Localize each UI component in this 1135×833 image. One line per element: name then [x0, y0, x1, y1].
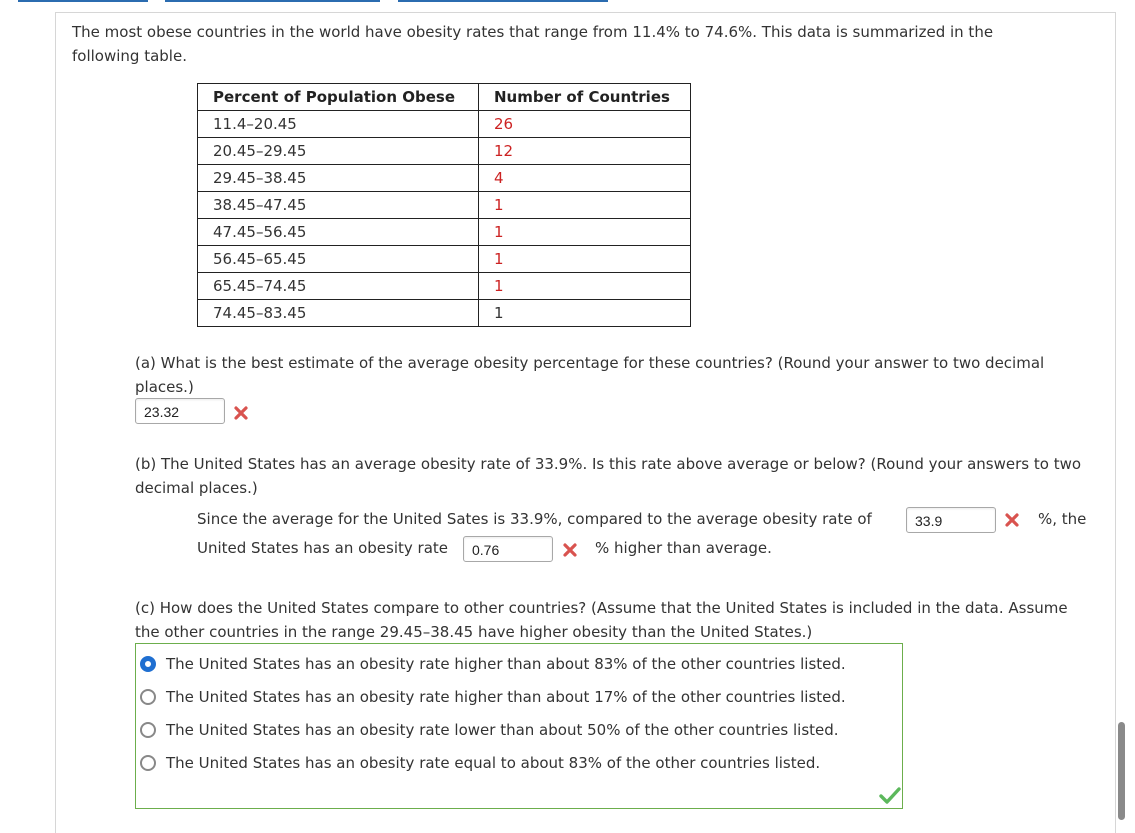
count-cell: 12: [479, 138, 691, 165]
tab-indicator: [18, 0, 148, 2]
part-b-line2-prefix: United States has an obesity rate: [197, 539, 448, 557]
option-4[interactable]: [140, 751, 820, 775]
table-row: [198, 165, 691, 192]
table-row: [198, 192, 691, 219]
part-b-percent-input[interactable]: 0.76: [463, 536, 553, 562]
part-b-question: (b) The United States has an average obesity rate of 33.9%. Is this rate above average or below? (Round your answers to two decimal places.): [135, 455, 1082, 497]
correct-check-icon: [878, 785, 902, 805]
part-a-answer-input[interactable]: 23.32: [135, 398, 225, 424]
option-label: The United States has an obesity rate higher than about 83% of the other countries listed.: [166, 655, 846, 673]
range-cell: 38.45–47.45: [198, 192, 479, 219]
part-c-question: (c) How does the United States compare to other countries? (Assume that the United States is included in the data. Assume the other countries in the range 29.45–38.45 have higher obesity than the United States.): [135, 599, 1068, 641]
radio-selected-icon[interactable]: [140, 656, 156, 672]
table-row: [198, 111, 691, 138]
range-cell: 47.45–56.45: [198, 219, 479, 246]
range-cell: 11.4–20.45: [198, 111, 479, 138]
count-cell: 1: [479, 246, 691, 273]
count-cell: 1: [479, 192, 691, 219]
count-cell: 1: [479, 219, 691, 246]
scrollbar-thumb[interactable]: [1118, 722, 1125, 820]
count-cell: 26: [479, 111, 691, 138]
range-cell: 29.45–38.45: [198, 165, 479, 192]
tab-indicator: [398, 0, 608, 2]
option-label: The United States has an obesity rate higher than about 17% of the other countries listed.: [166, 688, 846, 706]
tab-indicator: [165, 0, 380, 2]
table-row: [198, 219, 691, 246]
intro-text: The most obese countries in the world have obesity rates that range from 11.4% to 74.6%. This data is summarized in the following table.: [72, 23, 994, 65]
count-cell: 1: [479, 300, 691, 327]
column-header: Percent of Population Obese: [198, 84, 479, 111]
part-b-line1-prefix: Since the average for the United Sates is 33.9%, compared to the average obesity rate of: [197, 510, 872, 528]
data-table: [197, 83, 691, 327]
radio-icon[interactable]: [140, 722, 156, 738]
radio-icon[interactable]: [140, 755, 156, 771]
part-a-question: (a) What is the best estimate of the average obesity percentage for these countries? (Round your answer to two decimal places.): [135, 354, 1045, 396]
part-b-line2-suffix: % higher than average.: [595, 539, 772, 557]
count-cell: 1: [479, 273, 691, 300]
option-2[interactable]: [140, 685, 846, 709]
table-row: [198, 138, 691, 165]
incorrect-icon: [562, 542, 578, 558]
column-header: Number of Countries: [479, 84, 691, 111]
table-row: [198, 273, 691, 300]
part-b-average-input[interactable]: 33.9: [906, 507, 996, 533]
option-label: The United States has an obesity rate equal to about 83% of the other countries listed.: [166, 754, 821, 772]
range-cell: 20.45–29.45: [198, 138, 479, 165]
table-row: [198, 300, 691, 327]
range-cell: 74.45–83.45: [198, 300, 479, 327]
range-cell: 65.45–74.45: [198, 273, 479, 300]
radio-icon[interactable]: [140, 689, 156, 705]
option-3[interactable]: [140, 718, 839, 742]
table-header-row: [198, 84, 691, 111]
part-b-line1-suffix: %, the: [1038, 510, 1087, 528]
table-row: [198, 246, 691, 273]
range-cell: 56.45–65.45: [198, 246, 479, 273]
incorrect-icon: [1004, 512, 1020, 528]
option-1[interactable]: [140, 652, 846, 676]
option-label: The United States has an obesity rate lower than about 50% of the other countries listed.: [166, 721, 839, 739]
answer-options-group: [135, 643, 903, 809]
incorrect-icon: [233, 405, 249, 421]
count-cell: 4: [479, 165, 691, 192]
